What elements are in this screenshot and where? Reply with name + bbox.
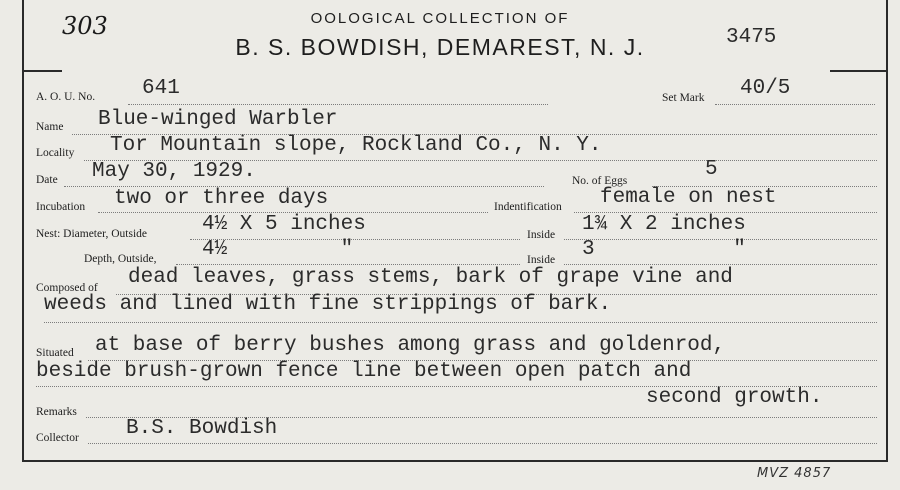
identification-value: female on nest: [600, 186, 777, 209]
composed-text-1: dead leaves, grass stems, bark of grape vine and: [128, 266, 733, 289]
inside-line-2: [564, 264, 877, 265]
incubation-label: Incubation: [36, 201, 86, 213]
set-mark-line: [715, 104, 875, 105]
depth-value: 4½ ": [202, 238, 354, 261]
locality-value: Tor Mountain slope, Rockland Co., N. Y.: [110, 134, 602, 157]
composed-label: Composed of: [36, 282, 98, 294]
remarks-label: Remarks: [36, 406, 77, 418]
name-value: Blue-winged Warbler: [98, 108, 338, 131]
identification-label: Indentification: [494, 201, 562, 213]
collector-value: B.S. Bowdish: [126, 417, 278, 440]
aou-label: A. O. U. No.: [36, 91, 96, 103]
inside-label-1: Inside: [527, 229, 556, 241]
collector-label: Collector: [36, 432, 79, 444]
composed-line-2: [44, 322, 877, 323]
depth-line: [176, 264, 520, 265]
inside-value-1: 1¾ X 2 inches: [582, 213, 746, 236]
aou-value: 641: [142, 77, 180, 100]
situated-text-2: beside brush-grown fence line between open patch and: [36, 360, 692, 383]
header-title: OOLOGICAL COLLECTION OF: [310, 10, 570, 27]
collector-line: [88, 443, 877, 444]
eggs-value: 5: [705, 158, 718, 181]
inside-value-2: 3 ": [582, 238, 746, 261]
nest-diameter-label: Nest: Diameter, Outside: [36, 228, 147, 240]
locality-label: Locality: [36, 147, 75, 159]
handwritten-number: 303: [62, 12, 108, 40]
incubation-value: two or three days: [114, 187, 329, 210]
inside-label-2: Inside: [527, 254, 556, 266]
nest-diameter-value: 4½ X 5 inches: [202, 213, 366, 236]
frame-top-right: [830, 70, 888, 72]
header-owner: B. S. BOWDISH, DEMAREST, N. J.: [235, 34, 645, 60]
situated-text-1: at base of berry bushes among grass and goldenrod,: [95, 334, 726, 357]
card-number: 3475: [726, 26, 777, 49]
frame-top-left: [22, 70, 62, 72]
set-mark-label: Set Mark: [662, 92, 705, 104]
aou-line: [128, 104, 548, 105]
date-value: May 30, 1929.: [92, 160, 256, 183]
date-label: Date: [36, 174, 58, 186]
catalog-number: MVZ 4857: [757, 466, 832, 481]
depth-label: Depth, Outside,: [84, 253, 157, 265]
set-mark-value: 40/5: [740, 77, 791, 100]
name-label: Name: [36, 121, 64, 133]
situated-text-3: second growth.: [646, 386, 823, 409]
composed-text-2: weeds and lined with fine strippings of bark.: [44, 293, 612, 316]
situated-label: Situated: [36, 347, 74, 359]
eggs-label: No. of Eggs: [572, 175, 628, 187]
